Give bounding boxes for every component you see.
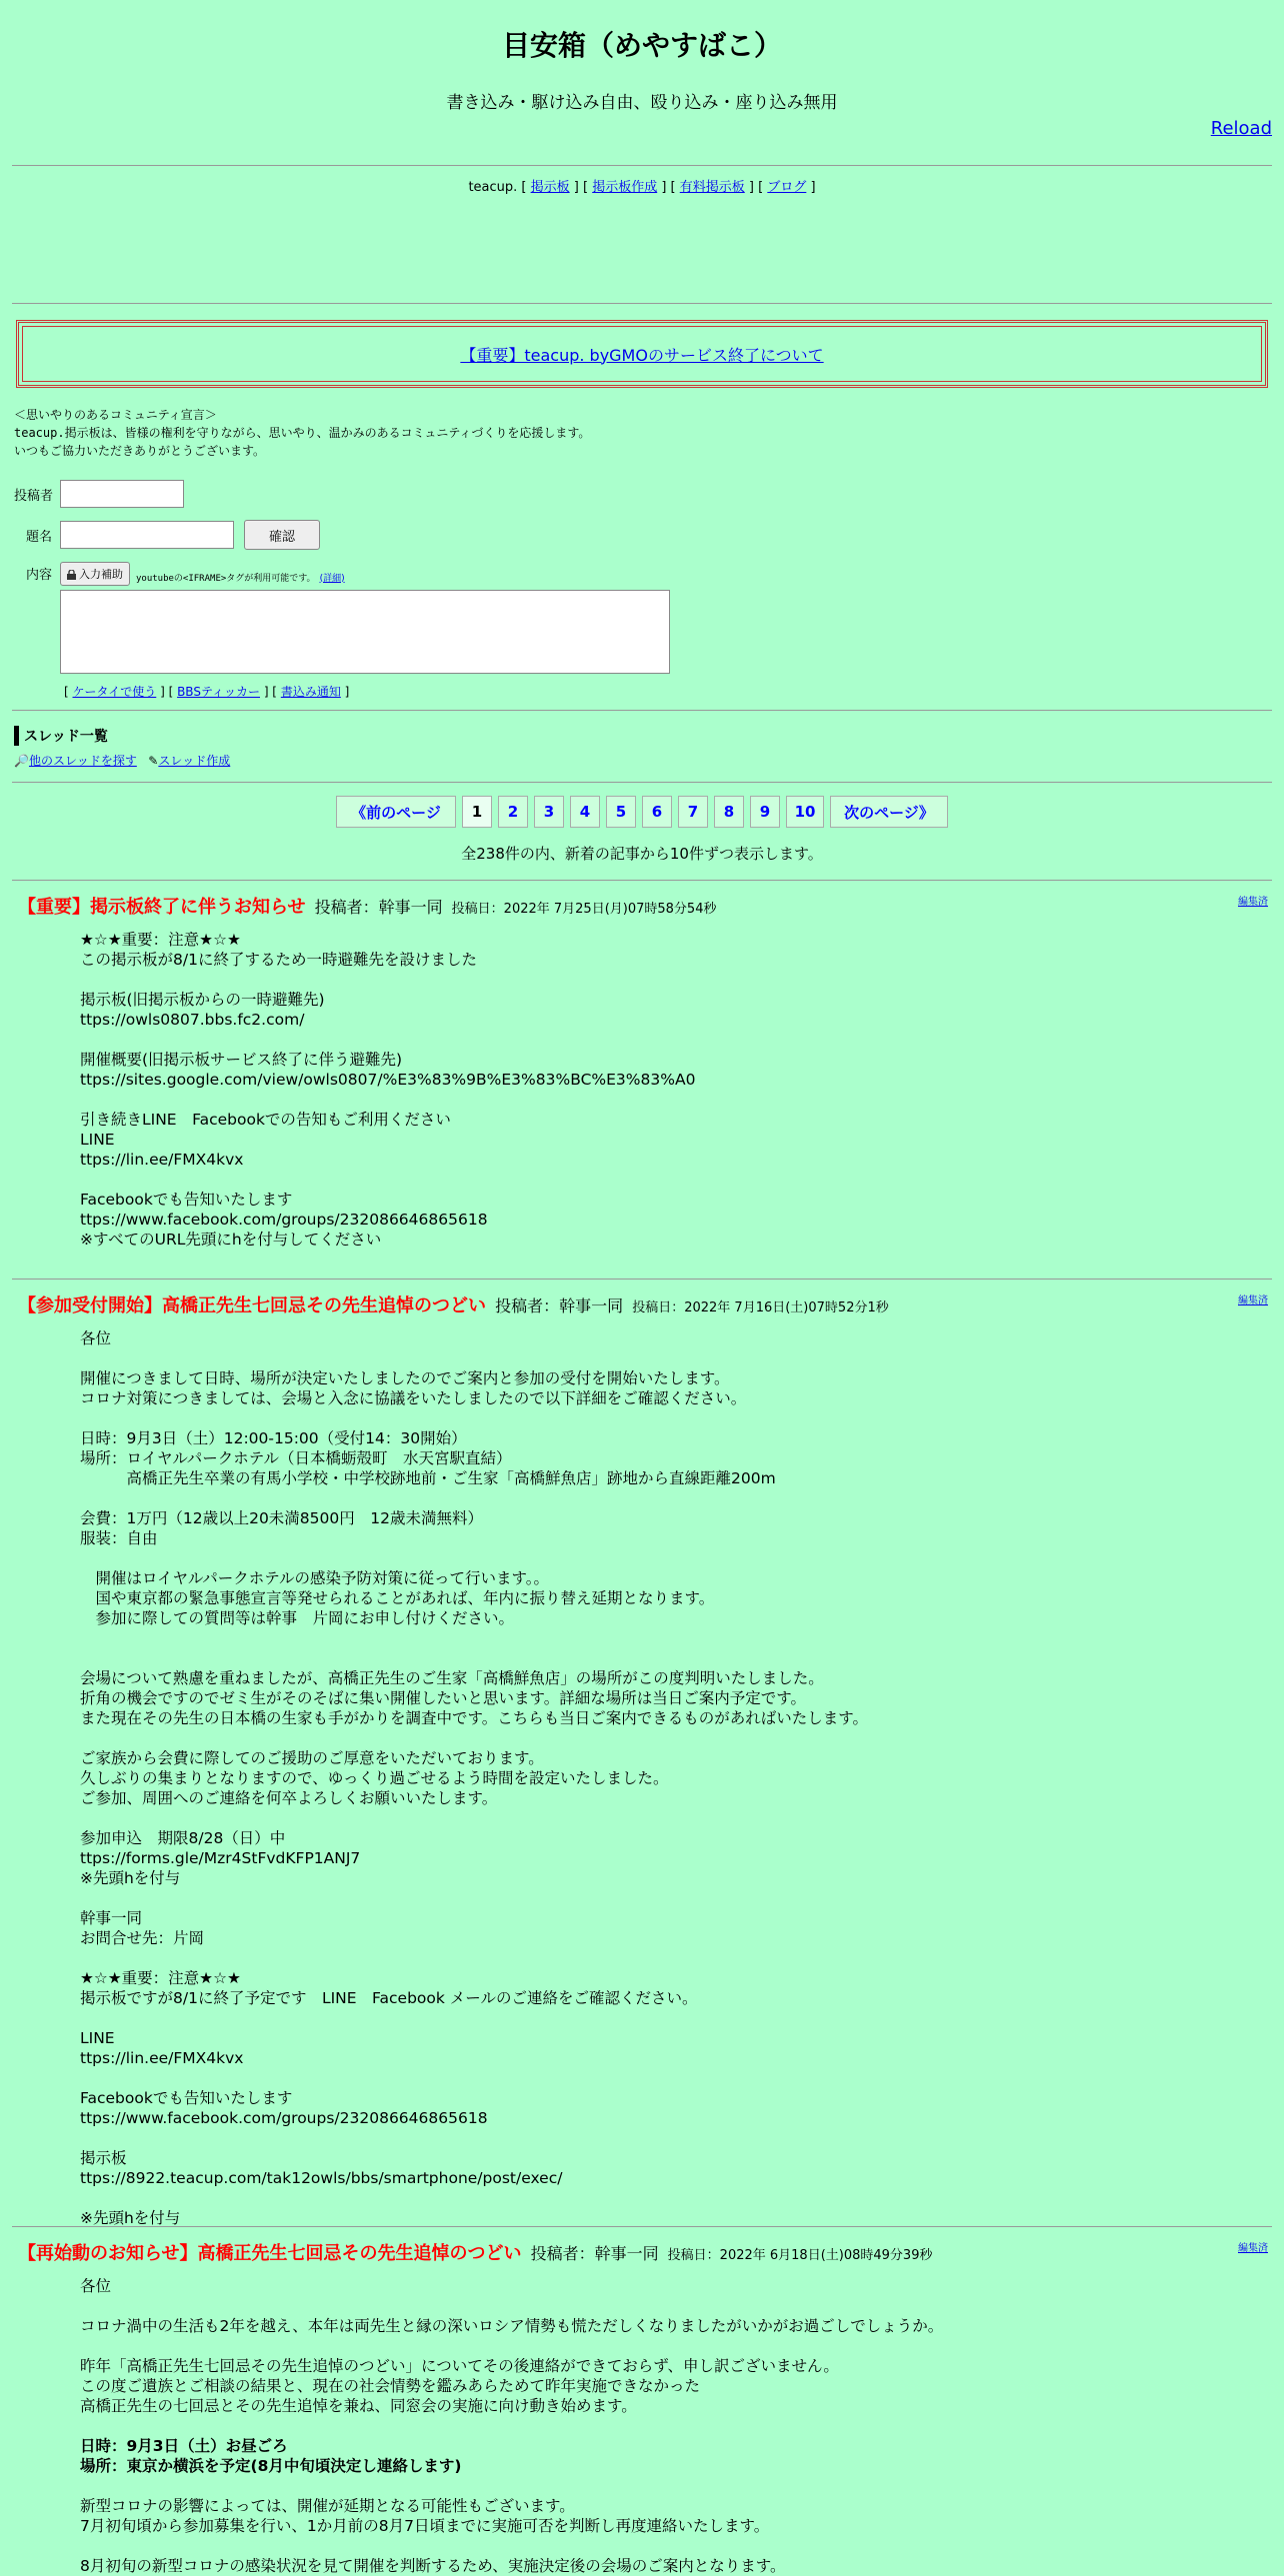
notice-inner [22,326,1262,382]
prev-page-button[interactable]: 《前のページ [336,796,456,828]
page-9[interactable]: 9 [750,796,780,828]
divider [12,782,1272,783]
divider [12,2226,1272,2227]
page-7[interactable]: 7 [678,796,708,828]
divider [12,710,1272,711]
thread-list-heading: スレッド一覧 [14,726,230,746]
post-body: 各位 開催につきまして日時、場所が決定いたしましたのでご案内と参加の受付を開始いたします。 コロナ対策につきましては、会場と入念に協議をいたしましたので以下詳細をご確認ください。 日時：9月3日（土）12:00-15:00（受付14：30開始） 場所：ロイヤルパークホテル（日本橋蛎殻町 水天宮駅直結） 高橋正先生卒業の有馬小学校・中学校跡地前・ご生家「高橋鮮魚店」跡地から直線距離200m 会費：1万円（12歳以上20未満8500円 12歳未満無料） 服装：自由 開催はロイヤルパークホテルの感染予防対策に従って行います。。 国や東京都の緊急事態宣言等発せられることがあれば、年内に振り替え延期となります。 参加に際しての質問等は幹事 片岡にお申し付けください。 会場について熟慮を重ねましたが、高橋正先生のご生家「高橋鮮魚店」の場所がこの度判明いたしました。 折角の機会ですのでゼミ生がそのそばに集い開催したいと思います。詳細な場所は当日ご案内予定です。 また現在その先生の日本橋の生家も手がかりを調査中です。こちらも当日ご案内できるものがあればいたします。 ご家族から会費に際してのご援助のご厚意をいただいております。 久しぶりの集まりとなりますので、ゆっくり過ごせるよう時間を設定いたしました。 ご参加、周囲へのご連絡を何卒よろしくお願いいたします。 参加申込 期限8/28（日）中 ttps://forms.gle/Mzr4StFvdKFP1ANJ7 ※先頭hを付与 幹事一同 お問合せ先：片岡 ★☆★重要：注意★☆★ 掲示板ですが8/1に終了予定です LINE Facebook メールのご連絡をご確認ください。 LINE ttps://lin.ee/FMX4kvx Facebookでも告知いたします ttps://www.facebook.com/groups/232086646865618 掲示板 ttps://8922.teacup.com/tak12owls/bbs/smartphone/post/exec/ ※先頭hを付与 [80,1329,869,2227]
page-4[interactable]: 4 [570,796,600,828]
page-3[interactable]: 3 [534,796,564,828]
nav-link-create-bbs[interactable]: 掲示板作成 [592,180,658,195]
thread-section [14,726,230,769]
page-8[interactable]: 8 [714,796,744,828]
declaration-thanks: いつもご協力いただきありがとうございます。 [14,444,266,458]
edit-link[interactable]: 編集済 [1238,897,1268,908]
post-notify-link[interactable]: 書込み通知 [280,685,341,699]
divider [12,165,1272,166]
community-declaration [14,406,590,460]
post-body: ★☆★重要：注意★☆★ この掲示板が8/1に終了するため一時避難先を設けました 掲示板(旧掲示板からの一時避難先) ttps://owls0807.bbs.fc2.com/ 開催概要(旧掲示板サービス終了に伴う避難先) ttps://sites.google.com/view/owls0807/%E3%83%9B%E3%83%BC%E3%83%A0 引き続きLINE Facebookでの告知もご利用ください LINE ttps://lin.ee/FMX4kvx Facebookでも告知いたします ttps://www.facebook.com/groups/232086646865618 ※すべてのURL先頭にhを付与してください [80,931,696,1249]
page-subtitle: 書き込み・駆け込み自由、殴り込み・座り込み無用 [446,93,838,113]
post-body: 各位 コロナ渦中の生活も2年を越え、本年は両先生と縁の深いロシア情勢も慌ただしくなりましたがいかがお過ごしでしょうか。 昨年「高橋正先生七回忌その先生追悼のつどい」についてその後連絡ができておらず、申し訳ございません。 この度ご遺族とご相談の結果と、現在の社会情勢を鑑みあらためて昨年実施できなかった 高橋正先生の七回忌とその先生追悼を兼ね、同窓会の実施に向け動き始めます。 [80,2277,944,2415]
teacup-nav: teacup. [ 掲示板 ] [ 掲示板作成 ] [ 有料掲示板 ] [ ブログ ] [468,180,816,195]
post-author: 投稿者：幹事一同 [495,1296,624,1315]
divider [12,303,1272,304]
pagination-summary: 全238件の内、新着の記事から10件ずつ表示します。 [461,845,823,863]
declaration-text: teacup.掲示板は、皆様の権利を守りながら、思いやり、温かみのあるコミュニティづくりを応援します。 [14,426,591,440]
post [0,2239,1284,2576]
search-threads-link[interactable]: 他のスレッドを探す [28,754,137,768]
reload-link[interactable]: Reload [1210,118,1272,139]
nav-link-bbs[interactable]: 掲示板 [530,180,570,195]
post-body: 新型コロナの影響によっては、開催が延期となる可能性もございます。 7月初旬頃から参加募集を行い、1か月前の8月7日頃までに実施可否を判断し再度連絡いたします。 8月初旬の新型コロナの感染状況を見て開催を判断するため、実施決定後の会場のご案内となります。 [80,2497,786,2575]
create-thread-icon: ✎ [148,754,159,768]
declaration-heading: ＜思いやりのあるコミュニティ宣言＞ [14,408,217,422]
post-title: 【再始動のお知らせ】高橋正先生七回忌その先生追悼のつどい [18,2243,522,2264]
page-title: 目安箱（めやすばこ） [501,29,782,62]
content-label: 内容 [26,568,53,583]
mobile-link[interactable]: ケータイで使う [72,685,157,699]
post-body-bold: 日時：9月3日（土）お昼ごろ 場所：東京か横浜を予定(8月中旬頃決定し連絡します) [80,2437,462,2475]
page-6[interactable]: 6 [642,796,672,828]
post-title: 【重要】掲示板終了に伴うお知らせ [18,897,306,918]
subject-label: 題名 [26,529,53,545]
edit-link[interactable]: 編集済 [1238,1295,1268,1306]
edit-link[interactable]: 編集済 [1238,2243,1268,2254]
service-end-notice-link[interactable]: 【重要】teacup. byGMOのサービス終了について [460,345,824,365]
author-label: 投稿者 [14,488,54,504]
notice-box [16,320,1268,388]
youtube-note: youtubeの<IFRAME>タグが利用可能です。 [136,573,316,584]
input-assist-icon [67,570,76,580]
post [0,893,1284,1250]
confirm-button[interactable]: 確認 [244,520,320,550]
subject-input[interactable] [60,521,234,549]
author-input[interactable] [60,480,184,508]
pagination [0,796,1284,828]
divider [12,880,1272,881]
nav-link-paid-bbs[interactable]: 有料掲示板 [679,180,745,195]
post-title: 【参加受付開始】高橋正先生七回忌その先生追悼のつどい [18,1295,486,1316]
page-1[interactable]: 1 [462,796,492,828]
post-date: 投稿日：2022年 7月16日(土)07時52分1秒 [632,1300,889,1315]
youtube-detail-link[interactable]: (詳細) [319,573,345,584]
input-assist-button[interactable] [60,562,130,586]
post [0,1291,1284,2228]
bbs-ticker-link[interactable]: BBSティッカー [177,685,260,699]
next-page-button[interactable]: 次のページ》 [830,796,948,828]
form-links: [ ケータイで使う ] [ BBSティッカー ] [ 書込み通知 ] [64,685,350,699]
content-textarea[interactable] [60,590,670,674]
divider [12,1279,1272,1280]
post-author: 投稿者：幹事一同 [530,2244,659,2263]
nav-link-blog[interactable]: ブログ [767,180,807,195]
teacup-brand: teacup. [468,180,518,195]
post-date: 投稿日：2022年 7月25日(月)07時58分54秒 [451,902,717,917]
input-assist-label: 入力補助 [79,568,123,581]
create-thread-link[interactable]: スレッド作成 [158,754,231,768]
page-10[interactable]: 10 [786,796,824,828]
post-date: 投稿日：2022年 6月18日(土)08時49分39秒 [667,2248,933,2263]
page-2[interactable]: 2 [498,796,528,828]
search-icon: 🔎 [14,754,29,768]
page-5[interactable]: 5 [606,796,636,828]
post-author: 投稿者：幹事一同 [314,898,443,917]
